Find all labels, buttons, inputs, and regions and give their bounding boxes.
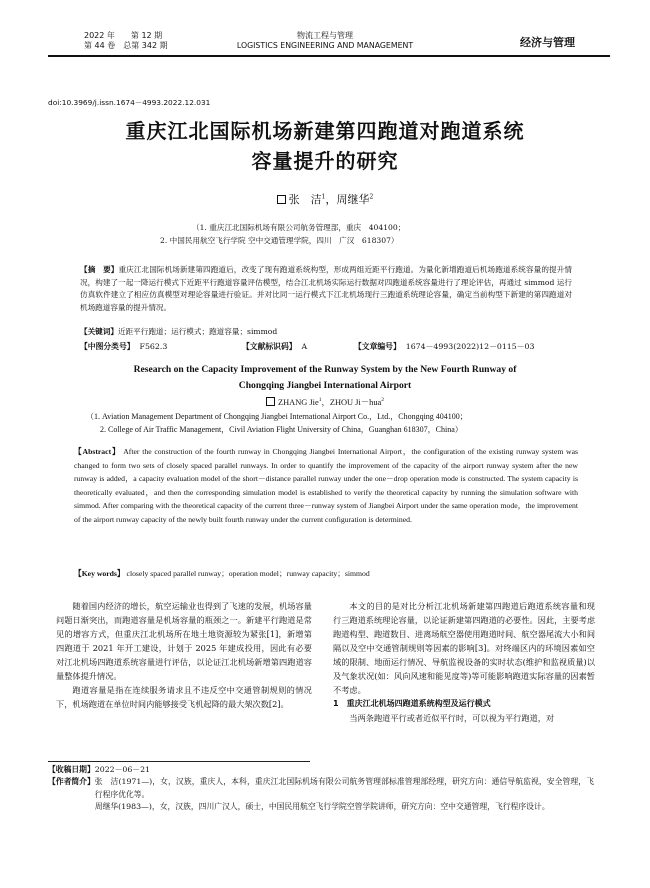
affiliation-en-2: 2. College of Air Traffic Management，Civil Aviation Flight University of China，Guanghan 618307，China）	[100, 425, 463, 434]
footnote-rule	[48, 761, 310, 762]
section-name: 经济与管理	[520, 36, 575, 49]
footnotes	[48, 764, 594, 814]
paragraph: 本文的目的是对比分析江北机场新建第四跑道后跑道系统容量和现行三跑道系统理论容量，以论证新建第四跑道的必要性。因此，主要考虑跑道构型、跑道数目、进离场航空器使用跑道时间、航空器尾流大小和间隔以及空中交通管制规则等因素的影响[3]。对终端区内的环境因素如空域的限制、地面运行情况、导航监视设备的实时状态(维护和监视质量)以及气象状况(如：风向风速和能见度等)等可能影响跑道实际容量的因素暂不考虑。	[333, 601, 596, 695]
author-1-affil-mark: 1	[321, 193, 326, 201]
journal-name	[205, 31, 445, 51]
article-no-field	[354, 341, 534, 352]
abstract-cn	[80, 264, 572, 315]
abstract-en	[74, 445, 578, 526]
doc-code-value: A	[301, 342, 308, 351]
author-bio	[48, 776, 594, 813]
volume-total: 第 44 卷 总第 342 期	[84, 41, 168, 50]
keywords-en-text: closely spaced parallel runway；operation model；runway capacity；simmod	[126, 569, 370, 578]
author-1-cn: 张 洁	[288, 193, 322, 206]
keywords-cn-text: 近距平行跑道；运行模式；跑道容量；simmod	[117, 327, 278, 336]
abstract-cn-text: 重庆江北国际机场新建第四跑道后，改变了现有跑道系统构型，形成两组近距平行跑道。为量化新增跑道后机场跑道系统容量的提升情况，构建了一起一降运行模式下近距平行跑道容量评估模型，结合江北机场实际运行数据对四跑道系统容量进行了理论评估，再通过 simmod 运行仿真软件建立了相应仿真模型对理论容量进行验证。并对比同一运行模式下江北机场现行三跑道系统理论容量，确定当前构型下新建的第四跑道对机场跑道容量的提升情况。	[80, 265, 573, 313]
author-2-affil-mark: 2	[369, 193, 374, 201]
affiliation-cn-1: （1. 重庆江北国际机场有限公司航务管理部，重庆 404100；	[192, 223, 406, 232]
keywords-en	[74, 567, 578, 581]
abstract-en-label: 【Abstract】	[74, 447, 121, 456]
paragraph: 当两条跑道平行或者近似平行时，可以视为平行跑道，对	[349, 713, 555, 723]
doi: doi:10.3969/j.issn.1674－4993.2022.12.031	[48, 98, 211, 107]
square-icon	[277, 195, 286, 204]
received-value: 2022－06－21	[94, 765, 151, 774]
title-line-1: 重庆江北国际机场新建第四跑道对跑道系统	[125, 119, 525, 143]
clc-label: 【中图分类号】	[80, 342, 135, 351]
paper-title-en	[48, 362, 602, 394]
square-icon	[266, 397, 275, 406]
clc-value: F562.3	[139, 342, 168, 351]
year-issue: 2022 年 第 12 期	[84, 31, 163, 40]
doc-code-label: 【文献标识码】	[242, 342, 297, 351]
author-bio-2: 周继华(1983—)，女，汉族，四川广汉人，硕士，中国民用航空飞行学院空管学院讲师，研究方向：空中交通管理，飞行程序设计。	[94, 802, 550, 812]
title-en-line-2: Chongqing Jiangbei International Airport	[238, 380, 412, 391]
author-2-en: ，ZHOU Ji－hua	[321, 398, 382, 407]
body-right-column	[333, 599, 595, 725]
author-bio-text	[95, 776, 594, 813]
authors-cn	[200, 191, 450, 207]
section-1-heading: 1 重庆江北机场四跑道系统构型及运行模式	[333, 699, 491, 708]
received-date	[48, 764, 594, 776]
title-line-2: 容量提升的研究	[251, 149, 399, 173]
keywords-cn-label: 【关键词】	[80, 327, 118, 336]
issue-info	[84, 31, 168, 51]
authors-en	[200, 396, 450, 408]
paper-title-cn	[40, 116, 610, 176]
body-left-column	[56, 599, 312, 711]
abstract-en-text: After the construction of the fourth runway in Chongqing Jiangbei International Airport，the configuration of the existing runway system was changed to form two sets of closely spaced parallel runways. In order to quantify the improvement of the capacity of the airport runway system after the new runway is added，a capacity evaluation model of the short－distance parallel runway under the one－drop operation mode is constructed. The system capacity is theoretically evaluated，and then the corresponding simulation model is established to verify the theoretical capacity by running the simulation software with simmod. After comparing with the theoretical capacity of the current three－runway system of Jiangbei Airport under the same operation mode，the improvement of the airport runway capacity of the newly built fourth runway under the current configuration is determined.	[74, 447, 579, 524]
affiliations-cn	[160, 221, 405, 247]
author-bio-label: 【作者简介】	[48, 777, 95, 787]
paragraph: 随着国内经济的增长，航空运输业也得到了飞速的发展，机场容量问题日渐突出，而跑道容量是机场容量的瓶颈之一。新建平行跑道是常见的增容方式，但重庆江北机场所在地土地资源较为紧张[1]，新增第四跑道于 2021 年开工建设，计划于 2025 年建成投用，因此有必要对江北机场四跑道系统容量进行评估，以论证江北机场新增第四跑道容量整体提升情况。	[56, 601, 312, 681]
author-1-en-mark: 1	[318, 397, 322, 404]
title-en-line-1: Research on the Capacity Improvement of the Runway System by the New Fourth Runway of	[133, 364, 517, 375]
keywords-en-label: 【Key words】	[74, 569, 125, 578]
affiliations-en	[86, 410, 468, 436]
author-1-en: ZHANG Jie	[277, 398, 319, 407]
article-no-value: 1674－4993(2022)12－0115－03	[405, 342, 535, 351]
paragraph: 跑道容量是指在连续服务请求且不违反空中交通管制规则的情况下，机场跑道在单位时间内能够接受飞机起降的最大架次数[2]。	[56, 685, 312, 709]
affiliation-cn-2: 2. 中国民用航空飞行学院 空中交通管理学院，四川 广汉 618307）	[160, 236, 399, 245]
author-2-cn: ，周继华	[325, 193, 370, 206]
keywords-cn	[80, 326, 572, 339]
affiliation-en-1: （1. Aviation Management Department of Chongqing Jiangbei International Airport Co.，Ltd.，Chongqing 404100；	[86, 412, 468, 421]
journal-name-cn: 物流工程与管理	[297, 31, 353, 40]
doc-code-field	[242, 341, 307, 352]
article-no-label: 【文章编号】	[354, 342, 401, 351]
header-rule	[48, 55, 610, 57]
journal-name-en: LOGISTICS ENGINEERING AND MANAGEMENT	[236, 41, 414, 50]
author-bio-1: 张 洁(1971—)，女，汉族，重庆人，本科，重庆江北国际机场有限公司航务管理部标准管理部经理，研究方向：通信导航监视，安全管理，飞行程序优化等。	[94, 777, 594, 799]
abstract-cn-label: 【摘 要】	[80, 265, 119, 274]
received-label: 【收稿日期】	[48, 765, 95, 774]
author-2-en-mark: 2	[381, 397, 384, 404]
clc-field	[80, 341, 167, 352]
